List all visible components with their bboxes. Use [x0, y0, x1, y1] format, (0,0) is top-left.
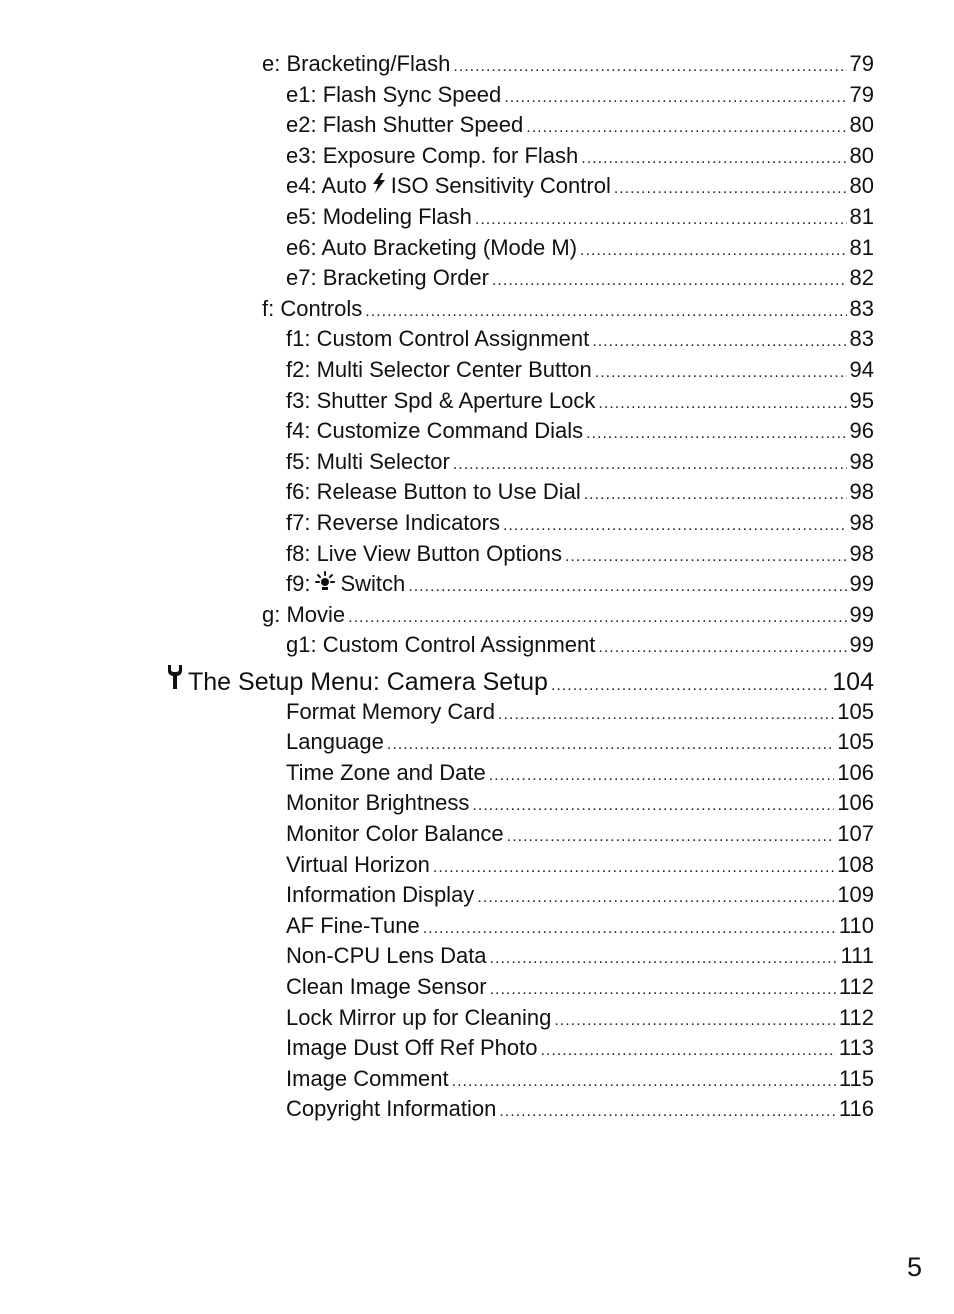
toc-entry-text: Monitor Brightness	[286, 790, 470, 816]
toc-entry[interactable]	[0, 172, 874, 203]
toc-entry-text: Monitor Color Balance	[286, 821, 504, 846]
toc-page-number: 113	[838, 1035, 874, 1061]
toc-entry-label	[262, 295, 362, 323]
toc-page-number: 79	[849, 81, 874, 107]
toc-entry[interactable]	[0, 387, 874, 418]
dot-leader	[475, 206, 847, 234]
toc-entry-label	[286, 142, 578, 170]
dot-leader	[408, 573, 846, 601]
toc-entry-text: Virtual Horizon	[286, 851, 430, 877]
toc-entry[interactable]	[0, 142, 874, 173]
dot-leader	[541, 1037, 836, 1065]
toc-page-number: 80	[849, 173, 874, 199]
dot-leader	[565, 543, 847, 571]
dot-leader	[586, 420, 846, 448]
toc-entry-text: Copyright Information	[286, 1096, 497, 1122]
toc-page-number: 83	[849, 295, 874, 321]
toc-section-heading[interactable]	[0, 664, 874, 702]
toc-entry[interactable]	[0, 1004, 874, 1035]
toc-entry-text: Image Dust Off Ref Photo	[286, 1035, 538, 1061]
toc-entry[interactable]	[0, 417, 874, 448]
toc-page-number: 98	[849, 510, 874, 535]
toc-entry[interactable]	[0, 820, 874, 851]
toc-entry-text: f4: Customize Command Dials	[286, 418, 584, 444]
toc-entry-label	[286, 631, 595, 659]
dot-leader	[598, 634, 846, 662]
toc-entry-text: f7: Reverse Indicators	[286, 510, 500, 535]
toc-entry-label	[286, 1065, 449, 1093]
wrench-icon	[166, 664, 184, 690]
toc-entry-text: e4: Auto	[286, 173, 367, 199]
toc-entry-text: g: Movie	[262, 601, 346, 627]
toc-entry[interactable]	[0, 111, 874, 142]
toc-entry-label	[286, 942, 487, 970]
dot-leader	[348, 604, 846, 632]
toc-entry-text: e2: Flash Shutter Speed	[286, 112, 524, 138]
toc-entry[interactable]	[0, 448, 874, 479]
toc-entry[interactable]	[0, 540, 874, 571]
page-number: 5	[906, 1252, 922, 1282]
toc-entry-label	[286, 387, 595, 415]
toc-entry-text: Image Comment	[286, 1065, 449, 1091]
toc-entry[interactable]	[0, 631, 874, 662]
toc-entry-label	[286, 111, 523, 139]
toc-entry-text: AF Fine-Tune	[286, 912, 420, 938]
toc-entry-text: ISO Sensitivity Control	[390, 173, 611, 199]
toc-entry-label	[286, 234, 577, 262]
toc-entry-text: Information Display	[286, 882, 475, 908]
toc-entry[interactable]	[0, 728, 874, 759]
dot-leader	[592, 328, 846, 356]
toc-entry-label	[262, 50, 450, 78]
toc-entry-label	[262, 601, 345, 629]
toc-page-number: 95	[849, 387, 874, 413]
toc-entry-text: f5: Multi Selector	[286, 448, 450, 474]
toc-entry-text: e7: Bracketing Order	[286, 265, 489, 291]
dot-leader	[581, 145, 846, 173]
toc-entry[interactable]	[0, 203, 874, 234]
toc-entry[interactable]	[0, 356, 874, 387]
toc-entry-text: f: Controls	[262, 295, 363, 321]
toc-entry-label	[286, 325, 589, 353]
toc-entry-text: f1: Custom Control Assignment	[286, 326, 590, 352]
toc-page-number: 81	[849, 234, 874, 260]
toc-entry-label	[286, 478, 581, 506]
toc-entry[interactable]	[0, 973, 874, 1004]
dot-leader	[490, 976, 836, 1004]
toc-page-number: 98	[849, 479, 874, 505]
dot-leader	[490, 945, 838, 973]
toc-entry-text: e6: Auto Bracketing (Mode M)	[286, 234, 578, 260]
toc-entry-label	[286, 851, 430, 879]
dot-leader	[453, 451, 847, 479]
toc-entry-text: f8: Live View Button Options	[286, 540, 562, 566]
toc-page-number: 98	[849, 540, 874, 566]
toc-entry-label	[286, 264, 489, 292]
dot-leader	[452, 1068, 836, 1096]
toc-entry[interactable]	[0, 570, 874, 601]
toc-entry[interactable]	[0, 759, 874, 790]
toc-entry-label	[166, 664, 548, 698]
toc-entry-label	[286, 759, 486, 787]
toc-entry[interactable]	[0, 50, 874, 81]
dot-leader	[584, 481, 847, 509]
toc-entry[interactable]	[0, 1034, 874, 1065]
dot-leader	[554, 1007, 836, 1035]
dot-leader	[614, 175, 847, 203]
toc-entry[interactable]	[0, 698, 874, 729]
toc-entry-label	[286, 356, 592, 384]
toc-entry-text: f2: Multi Selector Center Button	[286, 357, 592, 382]
toc-entry-label	[286, 881, 474, 909]
toc-entry-text: Language	[286, 729, 384, 755]
toc-page-number: 108	[837, 851, 874, 877]
toc-entry-text: Switch	[340, 571, 406, 597]
toc-entry-label	[286, 172, 611, 200]
flash-icon	[372, 173, 386, 193]
dot-leader	[472, 792, 834, 820]
toc-entry-label	[286, 448, 450, 476]
toc-page-number: 111	[840, 943, 874, 969]
toc-entry[interactable]	[0, 325, 874, 356]
toc-entry[interactable]	[0, 295, 874, 326]
toc-page-number: 99	[849, 571, 874, 597]
dot-leader	[526, 114, 846, 142]
toc-entry[interactable]	[0, 234, 874, 265]
toc-entry[interactable]	[0, 789, 874, 820]
toc-entry[interactable]	[0, 509, 874, 540]
toc-entry-label	[286, 728, 384, 756]
toc-entry[interactable]	[0, 912, 874, 943]
toc-entry-label	[286, 1034, 538, 1062]
toc-page-number: 109	[837, 882, 874, 908]
toc-entry-text: Clean Image Sensor	[286, 974, 487, 999]
toc-entry[interactable]	[0, 1095, 874, 1126]
toc-page-number: 115	[838, 1065, 874, 1091]
illumination-icon	[315, 571, 335, 591]
toc-entry[interactable]	[0, 942, 874, 973]
toc-page-number: 105	[837, 698, 874, 724]
toc-entry-text: f3: Shutter Spd & Aperture Lock	[286, 387, 596, 413]
toc-entry-text: f6: Release Button to Use Dial	[286, 479, 581, 505]
toc-entry-text: Lock Mirror up for Cleaning	[286, 1004, 552, 1030]
toc-entry-label	[286, 81, 501, 109]
toc-entry-text: The Setup Menu: Camera Setup	[188, 668, 548, 696]
toc-page-number: 83	[849, 326, 874, 352]
dot-leader	[433, 854, 834, 882]
dot-leader	[503, 512, 847, 540]
dot-leader	[423, 915, 836, 943]
toc-page-number: 106	[837, 790, 874, 816]
toc-page-number: 81	[849, 204, 874, 229]
toc-entry[interactable]	[0, 601, 874, 632]
toc-page-number: 116	[838, 1096, 874, 1122]
dot-leader	[580, 237, 846, 265]
toc-page-number: 99	[849, 601, 874, 627]
toc-page-number: 82	[849, 265, 874, 291]
toc-page-number: 94	[849, 357, 874, 382]
toc-entry-label	[286, 698, 495, 726]
toc-entry-text: e1: Flash Sync Speed	[286, 81, 502, 107]
toc-entry-label	[286, 540, 562, 568]
toc-page-number: 105	[837, 729, 874, 755]
toc-page-number: 99	[849, 632, 874, 658]
dot-leader	[387, 731, 834, 759]
toc-entry[interactable]	[0, 478, 874, 509]
toc-entry-label	[286, 789, 469, 817]
toc-entry-label	[286, 417, 583, 445]
toc-page-number: 110	[838, 912, 874, 938]
toc-entry-text: f9:	[286, 571, 311, 597]
toc-page-number: 106	[837, 759, 874, 785]
toc-entry[interactable]	[0, 851, 874, 882]
dot-leader	[504, 84, 846, 112]
toc-page-number: 107	[837, 821, 874, 846]
toc-entry-text: Format Memory Card	[286, 698, 496, 724]
toc-entry-label	[286, 1095, 496, 1123]
toc-entry[interactable]	[0, 264, 874, 295]
toc-entry-text: g1: Custom Control Assignment	[286, 632, 596, 658]
toc-page-number: 80	[849, 142, 874, 168]
toc-entry-label	[286, 912, 420, 940]
toc-entry-text: e3: Exposure Comp. for Flash	[286, 142, 579, 168]
dot-leader	[489, 762, 835, 790]
dot-leader	[507, 823, 835, 851]
toc-page-number: 98	[849, 448, 874, 474]
toc-entry-text: Time Zone and Date	[286, 759, 486, 785]
toc-page-number: 112	[838, 1004, 874, 1030]
toc-entry-text: e5: Modeling Flash	[286, 204, 472, 229]
toc-page-number: 79	[849, 51, 874, 76]
dot-leader	[598, 390, 846, 418]
toc-entry[interactable]	[0, 881, 874, 912]
dot-leader	[595, 359, 847, 387]
toc-entry-text: e: Bracketing/Flash	[262, 51, 451, 76]
toc-entry-label	[286, 820, 504, 848]
toc-page-number: 104	[832, 668, 874, 696]
dot-leader	[453, 53, 846, 81]
dot-leader	[498, 701, 834, 729]
toc-entry-text: Non-CPU Lens Data	[286, 943, 487, 969]
toc-entry-label	[286, 973, 487, 1001]
toc-page-number: 112	[838, 974, 874, 999]
dot-leader	[492, 267, 847, 295]
toc-entry-label	[286, 1004, 551, 1032]
toc-entry[interactable]	[0, 1065, 874, 1096]
toc-entry-label	[286, 509, 500, 537]
toc-entry-label	[286, 203, 472, 231]
toc-entry-label	[286, 570, 405, 598]
toc-page-number: 96	[849, 418, 874, 444]
dot-leader	[477, 884, 834, 912]
toc-page-number: 80	[849, 112, 874, 138]
dot-leader	[365, 298, 846, 326]
toc-entry[interactable]	[0, 81, 874, 112]
dot-leader	[499, 1098, 836, 1126]
